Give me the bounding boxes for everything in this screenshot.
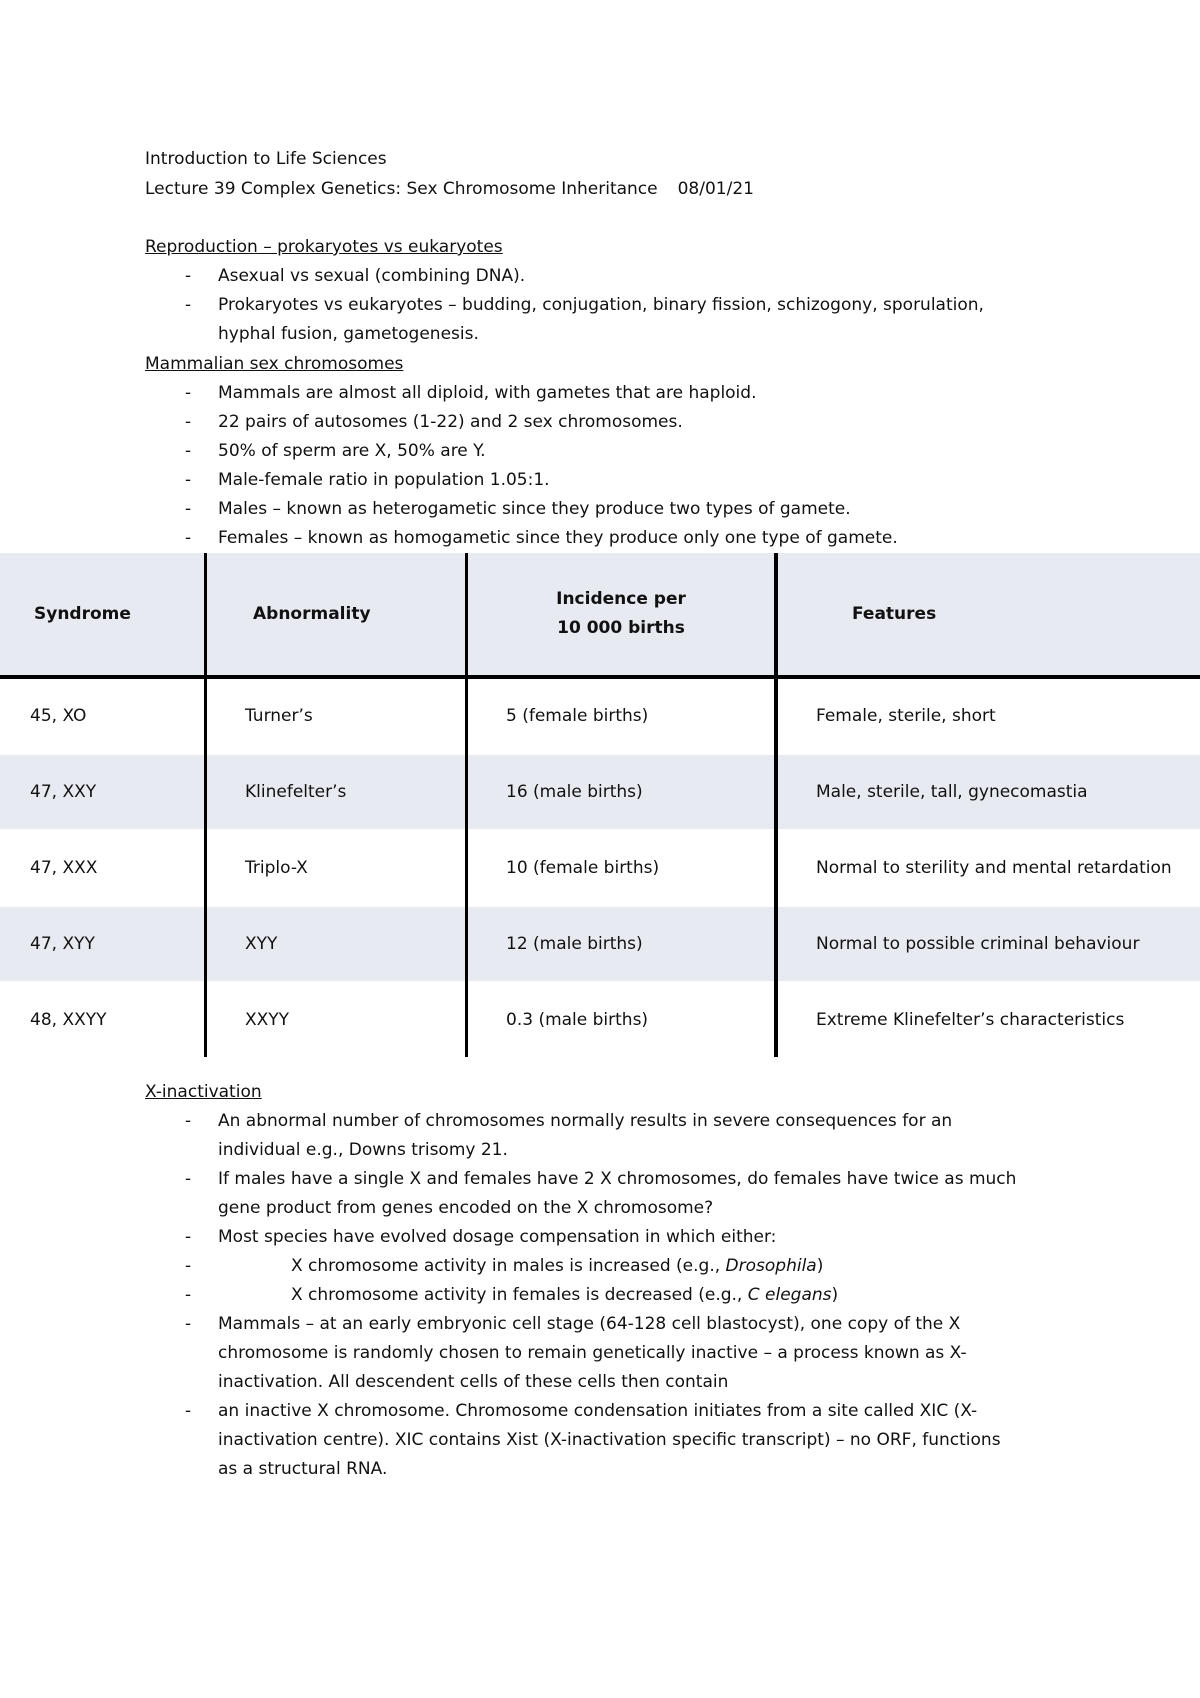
cell-syndrome: 48, XXYY (0, 982, 206, 1057)
table-row (0, 906, 1200, 982)
cell-incidence: 16 (male births) (467, 754, 777, 830)
list-item: - Prokaryotes vs eukaryotes – budding, conjugation, binary fission, schizogony, sporulation, hyphal fusion, gametogenesis. (145, 291, 1075, 349)
list-item: - 22 pairs of autosomes (1-22) and 2 sex chromosomes. (145, 408, 1075, 437)
cell-features: Normal to possible criminal behaviour (776, 906, 1200, 982)
cell-abnormality: Turner’s (206, 677, 467, 754)
cell-syndrome: 47, XXY (0, 754, 206, 830)
course-title: Introduction to Life Sciences (145, 149, 387, 169)
cell-syndrome: 45, XO (0, 677, 206, 754)
list-item: - X chromosome activity in males is increased (e.g., Drosophila) (145, 1252, 1075, 1281)
header-abnormality: Abnormality (206, 553, 467, 677)
cell-syndrome: 47, XXX (0, 830, 206, 906)
list-item: - Most species have evolved dosage compensation in which either: (145, 1223, 1075, 1252)
cell-syndrome: 47, XYY (0, 906, 206, 982)
syndrome-table (0, 553, 1200, 1057)
cell-features: Normal to sterility and mental retardation (776, 830, 1200, 906)
list-item: - Females – known as homogametic since they produce only one type of gamete. (145, 524, 1075, 553)
cell-incidence: 10 (female births) (467, 830, 777, 906)
cell-abnormality: Klinefelter’s (206, 754, 467, 830)
lecture-title (145, 175, 754, 204)
lecture-date: 08/01/21 (677, 179, 754, 199)
lecture-name: Lecture 39 Complex Genetics: Sex Chromosome Inheritance (145, 179, 658, 199)
table-row (0, 830, 1200, 906)
mammalian-heading: Mammalian sex chromosomes (145, 354, 404, 374)
cell-incidence: 0.3 (male births) (467, 982, 777, 1057)
table-row (0, 754, 1200, 830)
cell-abnormality: XXYY (206, 982, 467, 1057)
cell-features: Extreme Klinefelter’s characteristics (776, 982, 1200, 1057)
cell-incidence: 5 (female births) (467, 677, 777, 754)
list-item: - If males have a single X and females have 2 X chromosomes, do females have twice as much gene product from genes encoded on the X chromosome? (145, 1165, 1075, 1223)
header-features: Features (776, 553, 1200, 677)
cell-features: Male, sterile, tall, gynecomastia (776, 754, 1200, 830)
header-syndrome: Syndrome (0, 553, 206, 677)
xinactivation-list (145, 1107, 1075, 1484)
table-row (0, 982, 1200, 1057)
cell-features: Female, sterile, short (776, 677, 1200, 754)
list-item: - Asexual vs sexual (combining DNA). (145, 262, 1075, 291)
list-item: - X chromosome activity in females is decreased (e.g., C elegans) (145, 1281, 1075, 1310)
list-item: - Mammals – at an early embryonic cell stage (64-128 cell blastocyst), one copy of the X chromosome is randomly chosen to remain genetically inactive – a process known as X- inactivation. All descendent cells of these cells then contain (145, 1310, 1075, 1397)
list-item: - an inactive X chromosome. Chromosome condensation initiates from a site called XIC (X- inactivation centre). XIC contains Xist (X-inactivation specific transcript) – no ORF, functions as a structural RNA. (145, 1397, 1075, 1484)
reproduction-list (145, 262, 1075, 349)
cell-incidence: 12 (male births) (467, 906, 777, 982)
header-incidence: Incidence per 10 000 births (467, 553, 777, 677)
mammalian-list (145, 379, 1075, 553)
list-item: - Mammals are almost all diploid, with gametes that are haploid. (145, 379, 1075, 408)
table-header-row (0, 553, 1200, 677)
list-item: - Males – known as heterogametic since they produce two types of gamete. (145, 495, 1075, 524)
list-item: - 50% of sperm are X, 50% are Y. (145, 437, 1075, 466)
reproduction-heading: Reproduction – prokaryotes vs eukaryotes (145, 237, 503, 257)
table-row (0, 677, 1200, 754)
list-item: - An abnormal number of chromosomes normally results in severe consequences for an individual e.g., Downs trisomy 21. (145, 1107, 1075, 1165)
cell-abnormality: XYY (206, 906, 467, 982)
list-item: - Male-female ratio in population 1.05:1. (145, 466, 1075, 495)
xinactivation-heading: X-inactivation (145, 1082, 262, 1102)
cell-abnormality: Triplo-X (206, 830, 467, 906)
